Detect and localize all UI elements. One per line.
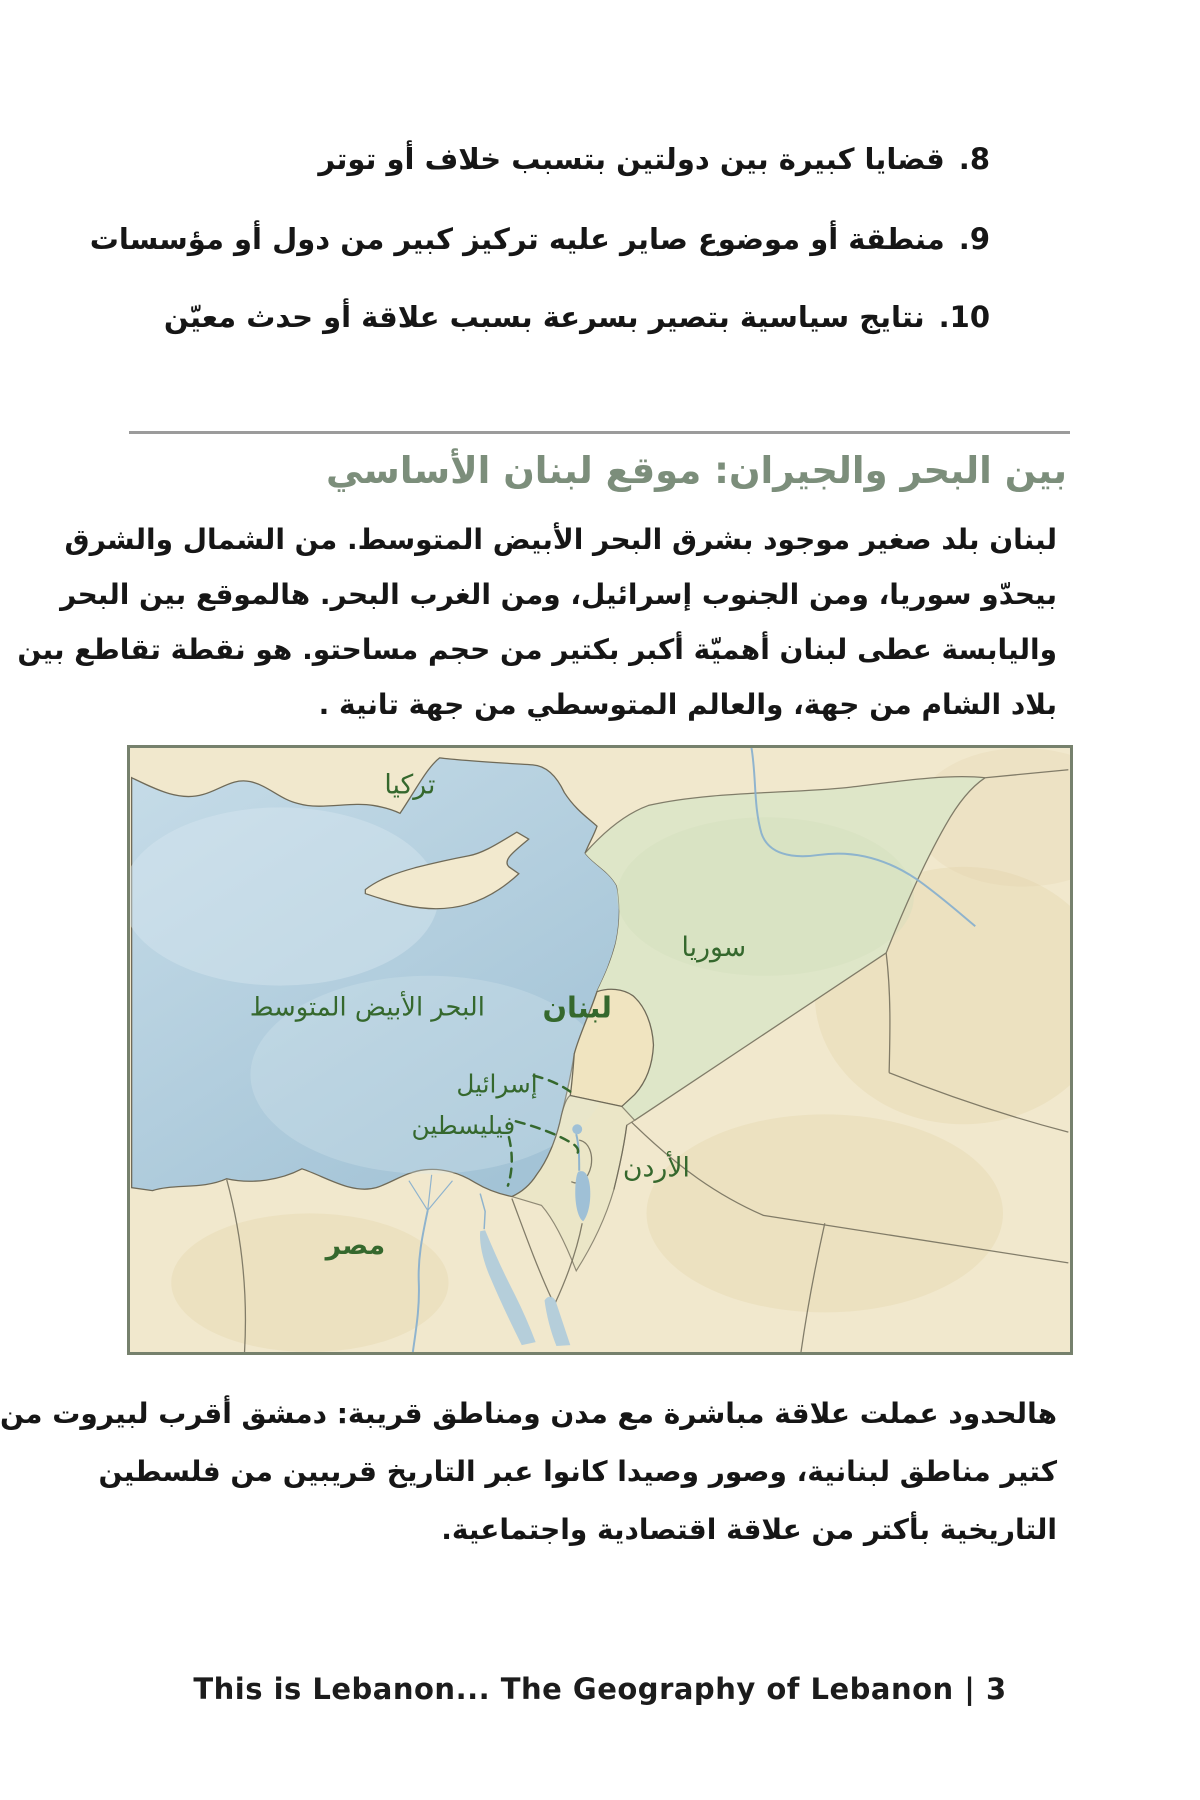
lebanon-location-map <box>127 745 1073 1355</box>
paragraph2-line2: كتير مناطق لبنانية، وصور وصيدا كانوا عبر التاريخ قريبين من فلسطين <box>98 1455 1057 1488</box>
list-item-8-marker: 8. <box>958 142 990 176</box>
map-land-shade <box>647 1114 1003 1312</box>
map-illustration <box>130 748 1070 1352</box>
section-heading: بين البحر والجيران: موقع لبنان الأساسي <box>326 449 1067 492</box>
map-sea-of-galilee <box>572 1124 582 1134</box>
map-label-jordan: الأردن <box>622 1152 690 1184</box>
map-label-egypt: مصر <box>325 1229 386 1261</box>
paragraph2-line3: التاريخية بأكتر من علاقة اقتصادية واجتماعية. <box>441 1513 1057 1546</box>
section-divider <box>129 431 1070 434</box>
list-item-8-text: قضايا كبيرة بين دولتين بتسبب خلاف أو توتر <box>318 142 945 176</box>
paragraph1-line2: بيحدّو سوريا، ومن الجنوب إسرائيل، ومن الغرب البحر. هالموقع بين البحر <box>60 578 1057 611</box>
map-label-lebanon: لبنان <box>542 990 612 1025</box>
page-footer: This is Lebanon... The Geography of Lebanon | 3 <box>193 1672 1007 1706</box>
map-label-turkey: تركيا <box>384 769 436 801</box>
list-item-10-text: نتايج سياسية بتصير بسرعة بسبب علاقة أو حدث معيّن <box>163 300 925 334</box>
list-item-9-text: منطقة أو موضوع صاير عليه تركيز كبير من دول أو مؤسسات <box>89 222 945 256</box>
paragraph2-line1: هالحدود عملت علاقة مباشرة مع مدن ومناطق قريبة: دمشق أقرب لبيروت من <box>0 1397 1057 1430</box>
list-item-9 <box>90 214 990 264</box>
list-item-8 <box>318 134 990 184</box>
paragraph1-line1: لبنان بلد صغير موجود بشرق البحر الأبيض المتوسط. من الشمال والشرق <box>64 523 1057 556</box>
map-label-mediterranean-sea: البحر الأبيض المتوسط <box>249 992 485 1023</box>
paragraph1-line4: بلاد الشام من جهة، والعالم المتوسطي من جهة تانية . <box>318 688 1057 721</box>
list-item-10-marker: 10. <box>938 300 990 334</box>
map-land-shade <box>171 1213 448 1352</box>
map-label-syria: سوريا <box>681 931 747 963</box>
paragraph1-line3: واليابسة عطى لبنان أهميّة أكبر بكتير من حجم مساحتو. هو نقطة تقاطع بين <box>17 633 1057 666</box>
map-label-israel: إسرائيل <box>456 1069 538 1099</box>
list-item-9-marker: 9. <box>958 222 990 256</box>
list-item-10 <box>164 292 990 342</box>
map-label-palestine: فيليسطين <box>411 1111 516 1141</box>
